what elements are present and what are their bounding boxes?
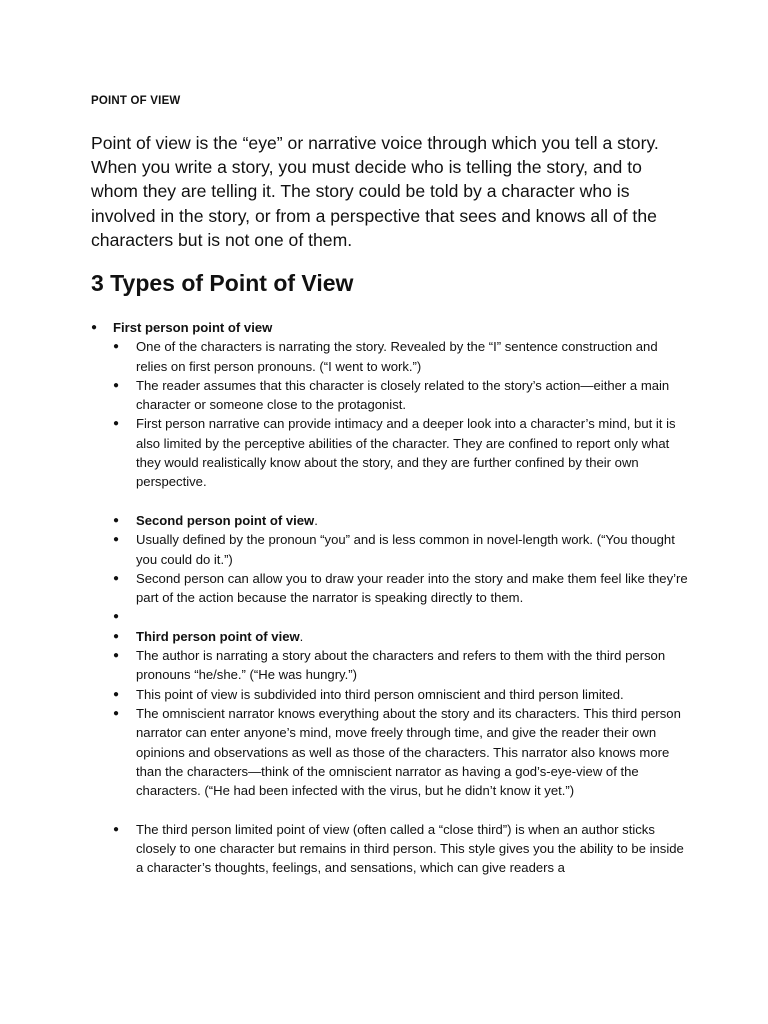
third-person-item-4: The third person limited point of view (often called a “close third”) is when an author sticks closely to one character but remains in third person. This style gives you the ability to be inside a character’s thoughts, feelings, and sensations, which can give readers a [136,821,684,876]
list-item [91,704,691,800]
spacer [91,492,691,511]
list-item [91,376,691,415]
bullet-icon: ● [113,341,120,353]
bullet-icon: ● [113,611,120,623]
list-item [91,414,691,491]
bullet-icon: ● [91,322,98,333]
bullet-icon: ● [113,630,120,642]
third-person-item-1: The author is narrating a story about the characters and refers to them with the third person pronouns “he/she.” (“He was hungry.”) [136,648,666,683]
second-person-title: Second person point of view [136,512,315,528]
bullet-icon: ● [113,534,120,546]
list-item [91,820,691,878]
first-person-item-1: One of the characters is narrating the story. Revealed by the “I” sentence construction and relies on first person pronouns. (“I went to work.”) [136,339,658,374]
list-item-empty [91,607,691,626]
intro-paragraph: Point of view is the “eye” or narrative voice through which you tell a story. When you write a story, you must decide who is telling the story, and to whom they are telling it. The story could be told by a character who is involved in the story, or from a perspective that sees and knows all of the characters but is not one of them. [91,133,659,250]
list-item [91,530,691,569]
bullet-icon: ● [113,379,120,391]
bullet-icon: ● [113,418,120,430]
first-person-item-2: The reader assumes that this character is closely related to the story’s action—either a main character or someone close to the protagonist. [136,377,670,413]
list-item-third-person [91,627,691,646]
list-item-second-person [91,511,691,530]
first-person-title: First person point of view [113,320,273,335]
second-person-item-2: Second person can allow you to draw your reader into the story and make them feel like they’re part of the action because the narrator is speaking directly to them. [136,570,688,606]
bullet-icon: ● [113,707,120,719]
first-person-item-3: First person narrative can provide intimacy and a deeper look into a character’s mind, but it is also limited by the perceptive abilities of the character. They are confined to report only what they would realistically know about the story, and they are further confined by their own perspective. [136,416,676,490]
bullet-icon: ● [113,688,120,700]
bullet-icon: ● [113,650,120,662]
second-person-item-1: Usually defined by the pronoun “you” and is less common in novel-length work. (“You thought you could do it.”) [136,532,675,567]
third-person-item-3: The omniscient narrator knows everything about the story and its characters. This third person narrator can enter anyone’s mind, move freely through time, and give the reader their own opinions and observations as well as those of the characters. This narrator also knows more than the characters—think of the omniscient narrator as having a god’s-eye-view of the characters. (“He had been infected with the virus, but he didn’t know it yet.”) [136,705,681,799]
types-list [91,318,691,878]
spacer [91,800,691,819]
third-person-title: Third person point of view [136,628,300,644]
list-item [91,569,691,608]
list-item-first-person [91,318,691,337]
list-item [91,337,691,376]
bullet-icon: ● [113,514,120,526]
section-title: 3 Types of Point of View [91,270,354,296]
bullet-icon: ● [113,572,120,584]
second-person-title-suffix: . [314,512,318,528]
third-person-item-2: This point of view is subdivided into third person omniscient and third person limited. [136,686,624,702]
document-heading: POINT OF VIEW [91,95,181,107]
list-item [91,685,691,704]
third-person-title-suffix: . [299,628,304,644]
bullet-icon: ● [113,823,120,835]
list-item [91,646,691,685]
